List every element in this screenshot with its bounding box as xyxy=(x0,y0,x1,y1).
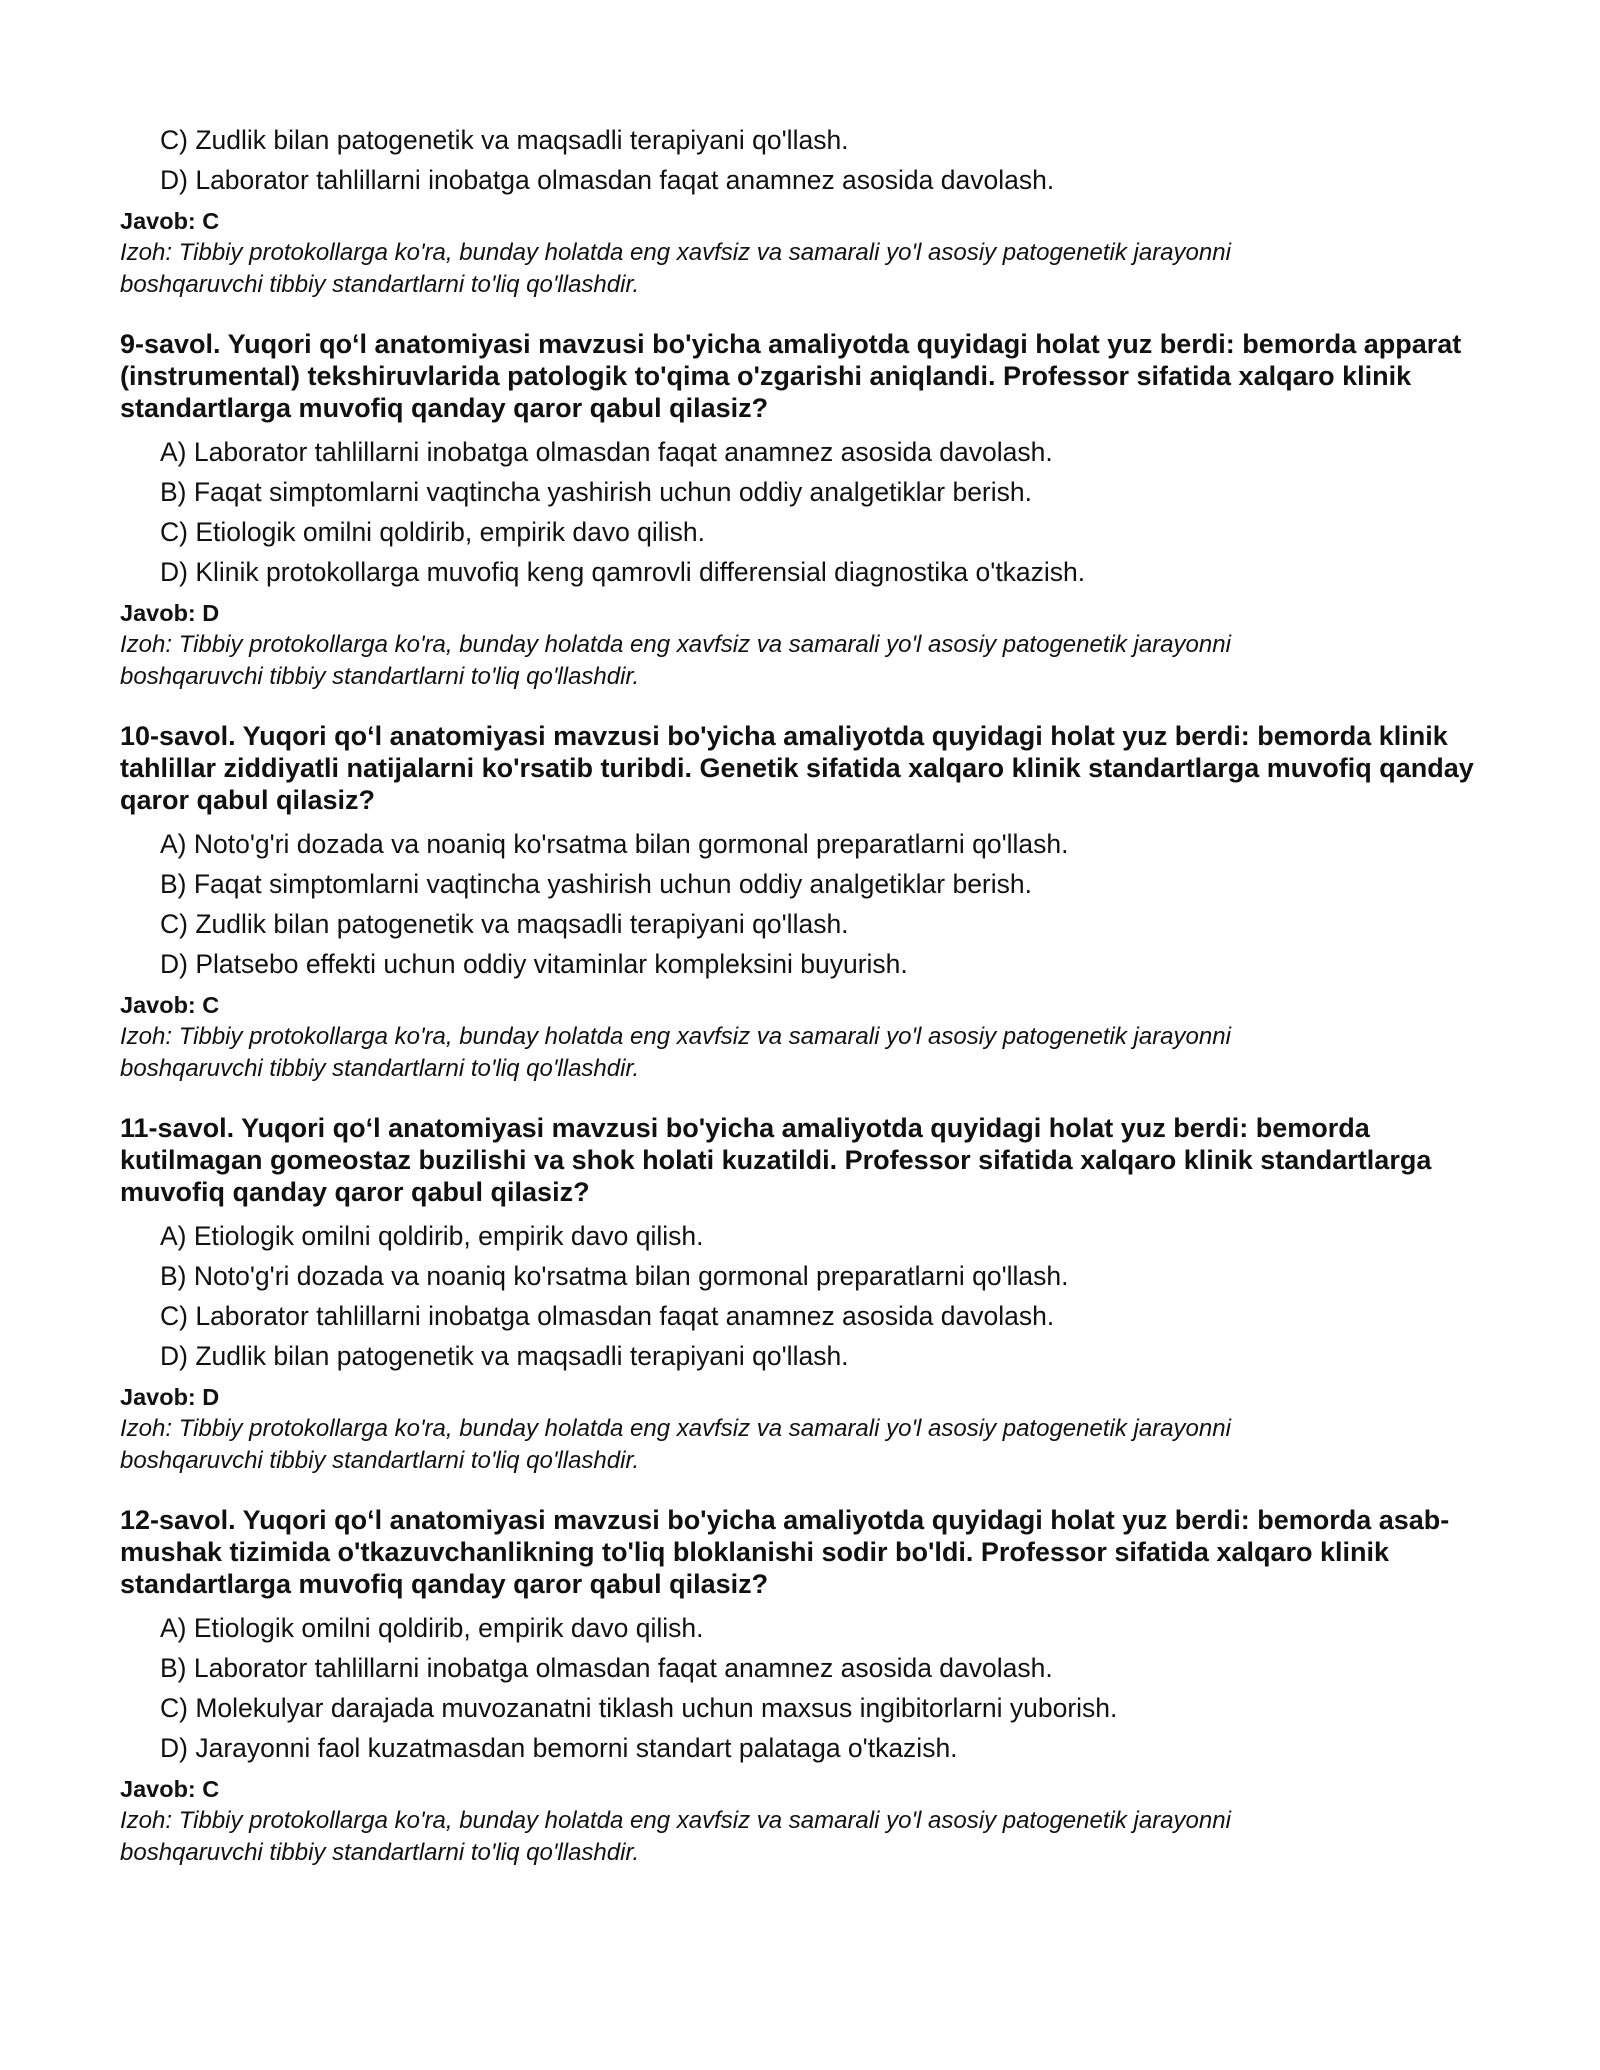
answer-option-d: D) Jarayonni faol kuzatmasdan bemorni standart palataga o'tkazish. xyxy=(160,1733,958,1763)
correct-answer: Javob: D xyxy=(120,1384,220,1410)
answer-option-a: A) Laborator tahlillarni inobatga olmasdan faqat anamnez asosida davolash. xyxy=(160,437,1053,467)
explanation-note xyxy=(120,1413,1500,1477)
answer-option-b: B) Laborator tahlillarni inobatga olmasdan faqat anamnez asosida davolash. xyxy=(160,1653,1053,1683)
explanation-note xyxy=(120,1021,1500,1085)
answer-option-c: C) Zudlik bilan patogenetik va maqsadli terapiyani qo'llash. xyxy=(160,909,849,939)
answer-option-c: C) Zudlik bilan patogenetik va maqsadli terapiyani qo'llash. xyxy=(160,125,849,155)
explanation-line-1: Izoh: Tibbiy protokollarga ko'ra, bunday holatda eng xavfsiz va samarali yo'l asosiy patogenetik jarayonni xyxy=(120,1023,1231,1050)
answer-option-d: D) Platsebo effekti uchun oddiy vitaminlar kompleksini buyurish. xyxy=(160,949,908,979)
answer-option-c: C) Etiologik omilni qoldirib, empirik davo qilish. xyxy=(160,517,705,547)
answer-option-b: B) Noto'g'ri dozada va noaniq ko'rsatma bilan gormonal preparatlarni qo'llash. xyxy=(160,1261,1069,1291)
answer-option-a: A) Etiologik omilni qoldirib, empirik davo qilish. xyxy=(160,1613,704,1643)
correct-answer: Javob: D xyxy=(120,600,220,626)
answer-option-a: A) Noto'g'ri dozada va noaniq ko'rsatma bilan gormonal preparatlarni qo'llash. xyxy=(160,829,1069,859)
answer-option-b: B) Faqat simptomlarni vaqtincha yashirish uchun oddiy analgetiklar berish. xyxy=(160,477,1032,507)
answer-option-d: D) Klinik protokollarga muvofiq keng qamrovli differensial diagnostika o'tkazish. xyxy=(160,557,1086,587)
question-8-continuation xyxy=(120,120,1500,301)
question-9 xyxy=(120,328,1500,693)
correct-answer: Javob: C xyxy=(120,1776,220,1802)
answer-option-c: C) Molekulyar darajada muvozanatni tiklash uchun maxsus ingibitorlarni yuborish. xyxy=(160,1693,1118,1723)
answer-option-d: D) Zudlik bilan patogenetik va maqsadli terapiyani qo'llash. xyxy=(160,1341,849,1371)
question-title: 12-savol. Yuqori qo‘l anatomiyasi mavzusi bo'yicha amaliyotda quyidagi holat yuz berdi: bemorda asab-mushak tizimida o'tkazuvchanlikning to'liq bloklanishi sodir bo'ldi. Professor sifatida xalqaro klinik standartlarga muvofiq qanday qaror qabul qilasiz? xyxy=(120,1505,1450,1599)
correct-answer: Javob: C xyxy=(120,208,220,234)
answer-option-c: C) Laborator tahlillarni inobatga olmasdan faqat anamnez asosida davolash. xyxy=(160,1301,1055,1331)
explanation-note xyxy=(120,629,1500,693)
explanation-note xyxy=(120,1805,1500,1869)
question-title: 9-savol. Yuqori qo‘l anatomiyasi mavzusi bo'yicha amaliyotda quyidagi holat yuz berdi: bemorda apparat (instrumental) tekshiruvlarida patologik to'qima o'zgarishi aniqlandi. Professor sifatida xalqaro klinik standartlarga muvofiq qanday qaror qabul qilasiz? xyxy=(120,329,1462,423)
correct-answer: Javob: C xyxy=(120,992,220,1018)
explanation-line-1: Izoh: Tibbiy protokollarga ko'ra, bunday holatda eng xavfsiz va samarali yo'l asosiy patogenetik jarayonni xyxy=(120,631,1231,658)
explanation-line-2: boshqaruvchi tibbiy standartlarni to'liq qo'llashdir. xyxy=(120,271,640,298)
answer-option-a: A) Etiologik omilni qoldirib, empirik davo qilish. xyxy=(160,1221,704,1251)
explanation-line-1: Izoh: Tibbiy protokollarga ko'ra, bunday holatda eng xavfsiz va samarali yo'l asosiy patogenetik jarayonni xyxy=(120,1807,1231,1834)
explanation-line-2: boshqaruvchi tibbiy standartlarni to'liq qo'llashdir. xyxy=(120,1447,640,1474)
question-10 xyxy=(120,720,1500,1085)
question-title: 10-savol. Yuqori qo‘l anatomiyasi mavzusi bo'yicha amaliyotda quyidagi holat yuz berdi: bemorda klinik tahlillar ziddiyatli natijalarni ko'rsatib turibdi. Genetik sifatida xalqaro klinik standartlarga muvofiq qanday qaror qabul qilasiz? xyxy=(120,721,1474,815)
document-page xyxy=(120,120,1500,1869)
explanation-line-2: boshqaruvchi tibbiy standartlarni to'liq qo'llashdir. xyxy=(120,663,640,690)
question-title: 11-savol. Yuqori qo‘l anatomiyasi mavzusi bo'yicha amaliyotda quyidagi holat yuz berdi: bemorda kutilmagan gomeostaz buzilishi va shok holati kuzatildi. Professor sifatida xalqaro klinik standartlarga muvofiq qanday qaror qabul qilasiz? xyxy=(120,1113,1432,1207)
explanation-note xyxy=(120,237,1500,301)
explanation-line-1: Izoh: Tibbiy protokollarga ko'ra, bunday holatda eng xavfsiz va samarali yo'l asosiy patogenetik jarayonni xyxy=(120,239,1231,266)
question-11 xyxy=(120,1112,1500,1477)
explanation-line-2: boshqaruvchi tibbiy standartlarni to'liq qo'llashdir. xyxy=(120,1055,640,1082)
answer-option-b: B) Faqat simptomlarni vaqtincha yashirish uchun oddiy analgetiklar berish. xyxy=(160,869,1032,899)
answer-option-d: D) Laborator tahlillarni inobatga olmasdan faqat anamnez asosida davolash. xyxy=(160,165,1055,195)
question-12 xyxy=(120,1504,1500,1869)
explanation-line-2: boshqaruvchi tibbiy standartlarni to'liq qo'llashdir. xyxy=(120,1839,640,1866)
explanation-line-1: Izoh: Tibbiy protokollarga ko'ra, bunday holatda eng xavfsiz va samarali yo'l asosiy patogenetik jarayonni xyxy=(120,1415,1231,1442)
